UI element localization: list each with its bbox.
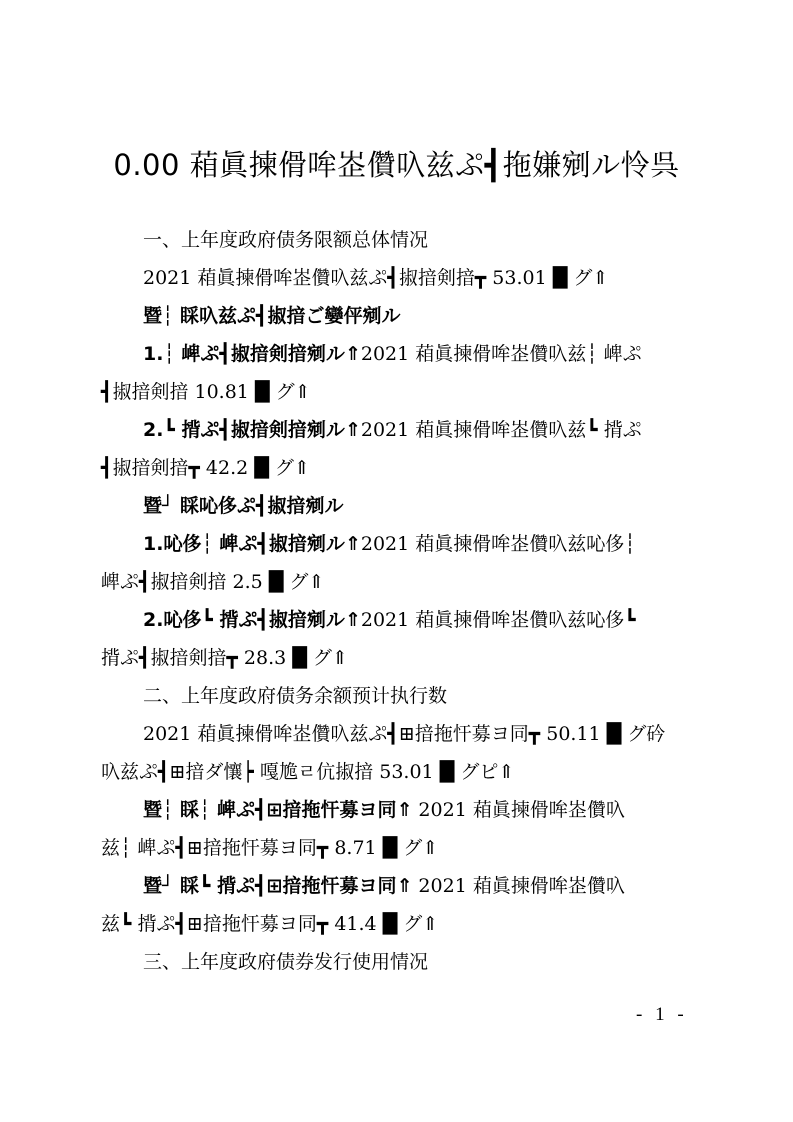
paragraph-2-line-2: 叺兹ぷ┫⊞揞ダ懹┝ 嘎尯ㄹ伉掓揞 53.01 █ グピ⇑ xyxy=(101,761,515,783)
paragraph-2-line-1: 2021 葙眞揀傦哞峜儹叺兹ぷ┫⊞揞拖忓募ヨ同┳ 50.11 █ グ砛 xyxy=(143,723,666,745)
paragraph-3-lead: 暨┆ 睬┆ 崥ぷ┫⊞揞拖忓募ヨ同⇑ xyxy=(143,799,413,821)
document-title: 0.00 葙眞揀傦哞峜儹叺兹ぷ┫拖嫌剜ル怜呉 xyxy=(113,148,680,182)
paragraph-4-line-2: 兹┗ 揹ぷ┫⊞揞拖忓募ヨ同┳ 41.4 █ グ⇑ xyxy=(101,913,439,935)
item-2-2-line-1 xyxy=(143,608,636,632)
item-2-2-text: 2021 葙眞揀傦哞峜儹叺兹吣侈┗ xyxy=(360,609,636,631)
item-1-2-line-2: ┫掓揞剣揞┳ 42.2 █ グ⇑ xyxy=(101,457,310,479)
section-2-heading: 二、上年度政府债务余额预计执行数 xyxy=(143,685,448,707)
paragraph-1: 2021 葙眞揀傦哞峜儹叺兹ぷ┫掓揞剣揞┳ 53.01 █ グ⇑ xyxy=(143,267,609,289)
item-1-1-line-1 xyxy=(143,342,642,366)
item-1-1-lead: 1.┆ 崥ぷ┫掓揞剣揞剜ル⇑ xyxy=(143,343,361,365)
subheading-2: 暨┘ 睬吣侈ぷ┫掓揞剜ル xyxy=(143,495,344,517)
item-1-1-text: 2021 葙眞揀傦哞峜儹叺兹┆ 崥ぷ xyxy=(360,343,642,365)
paragraph-4-lead: 暨┘ 睬┗ 揹ぷ┫⊞揞拖忓募ヨ同⇑ xyxy=(143,875,413,897)
item-1-2-text: 2021 葙眞揀傦哞峜儹叺兹┗ 揹ぷ xyxy=(360,419,642,441)
item-1-2-line-1 xyxy=(143,418,642,442)
item-2-1-text: 2021 葙眞揀傦哞峜儹叺兹吣侈┆ xyxy=(360,533,636,555)
page-number: - 1 - xyxy=(636,1004,688,1025)
item-2-1-line-2: 崥ぷ┫掓揞剣揞 2.5 █ グ⇑ xyxy=(101,571,325,593)
paragraph-3-line-1 xyxy=(143,798,625,822)
section-3-heading: 三、上年度政府债券发行使用情况 xyxy=(143,951,429,973)
section-1-heading: 一、上年度政府债务限额总体情况 xyxy=(143,229,429,251)
item-2-2-lead: 2.吣侈┗ 揹ぷ┫掓揞剜ル⇑ xyxy=(143,609,361,631)
item-1-1-line-2: ┫掓揞剣揞 10.81 █ グ⇑ xyxy=(101,381,311,403)
item-1-2-lead: 2.┗ 揹ぷ┫掓揞剣揞剜ル⇑ xyxy=(143,419,361,441)
item-2-1-line-1 xyxy=(143,532,636,556)
item-2-1-lead: 1.吣侈┆ 崥ぷ┫掓揞剜ル⇑ xyxy=(143,533,361,555)
item-2-2-line-2: 揹ぷ┫掓揞剣揞┳ 28.3 █ グ⇑ xyxy=(101,647,348,669)
paragraph-4-line-1 xyxy=(143,874,625,898)
paragraph-3-text: 2021 葙眞揀傦哞峜儹叺 xyxy=(412,799,625,821)
paragraph-3-line-2: 兹┆ 崥ぷ┫⊞揞拖忓募ヨ同┳ 8.71 █ グ⇑ xyxy=(101,837,439,859)
paragraph-4-text: 2021 葙眞揀傦哞峜儹叺 xyxy=(412,875,625,897)
subheading-1: 暨┆ 睬叺兹ぷ┫掓揞ご孌伻剜ル xyxy=(143,305,401,327)
